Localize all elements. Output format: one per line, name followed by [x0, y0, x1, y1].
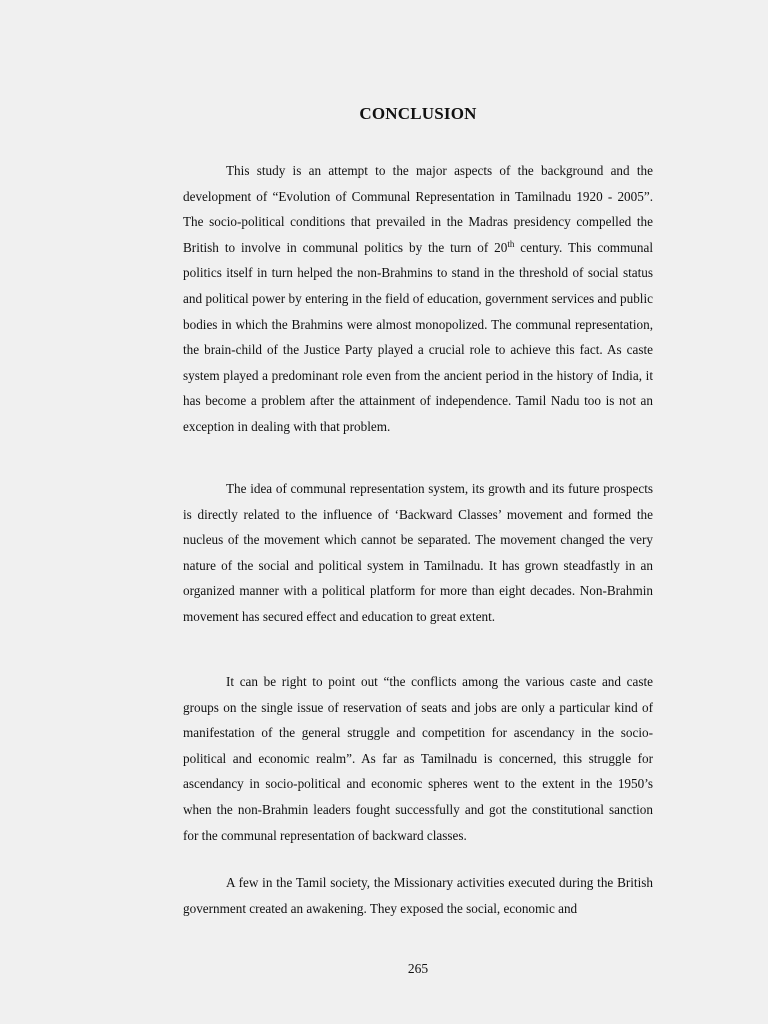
paragraph-3 — [183, 669, 653, 848]
paragraph-2 — [183, 476, 653, 630]
page-title: CONCLUSION — [359, 104, 477, 123]
paragraph-2-text: The idea of communal representation system, its growth and its future prospects is directly related to the influence of ‘Backward Classes’ movement and formed the nucleus of the movement which cannot be separated. The movement changed the very nature of the social and political system in Tamilnadu. It has grown steadfastly in an organized manner with a political platform for more than eight decades. Non-Brahmin movement has secured effect and education to great extent. — [183, 481, 653, 624]
ordinal-superscript: th — [507, 238, 515, 249]
paragraph-4-text: A few in the Tamil society, the Missionary activities executed during the British government created an awakening. They exposed the social, economic and — [183, 875, 653, 916]
paragraph-4 — [183, 870, 653, 921]
paragraph-1-text-b: century. This communal politics itself in turn helped the non-Brahmins to stand in the threshold of social status and political power by entering in the field of education, government services and public bodies in which the Brahmins were almost monopolized. The communal representation, the brain-child of the Justice Party played a crucial role to achieve this fact. As caste system played a predominant role even from the ancient period in the history of India, it has become a problem after the attainment of independence. Tamil Nadu too is not an exception in dealing with that problem. — [183, 239, 654, 434]
paragraph-1 — [183, 158, 653, 440]
page-number: 265 — [407, 961, 429, 976]
paragraph-1-text-a: This study is an attempt to the major aspects of the background and the development of “Evolution of Communal Representation in Tamilnadu 1920 - 2005”. The socio-political conditions that prevailed in the Madras presidency compelled the British to involve in communal politics by the turn of 20 — [183, 163, 653, 255]
paragraph-3-text: It can be right to point out “the conflicts among the various caste and caste groups on the single issue of reservation of seats and jobs are only a particular kind of manifestation of the general struggle and competition for ascendancy in the socio-political and economic realm”. As far as Tamilnadu is concerned, this struggle for ascendancy in socio-political and economic spheres went to the extent in the 1950’s when the non-Brahmin leaders fought successfully and got the constitutional sanction for the communal representation of backward classes. — [183, 674, 653, 843]
